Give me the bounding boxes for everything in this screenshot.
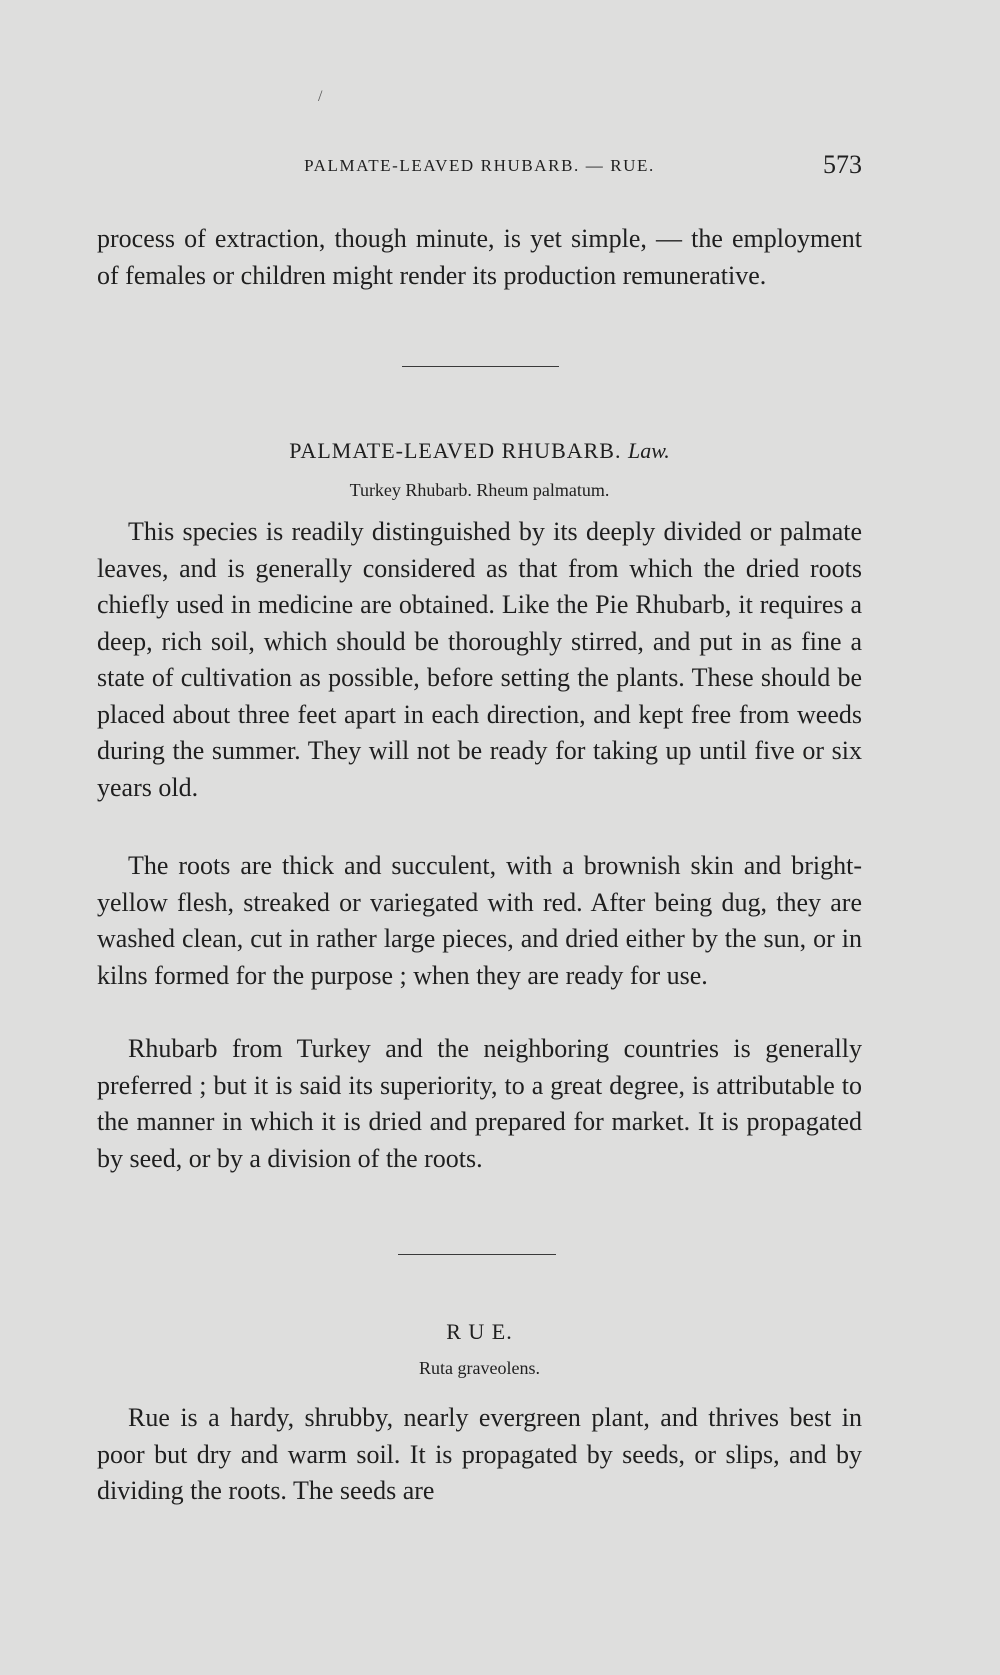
rue-paragraph-1: Rue is a hardy, shrubby, nearly evergreen plant, and thrives best in poor but dry and warm soil. It is propagated by seeds, or slips, and by dividing the roots. The seeds are: [97, 1403, 862, 1505]
running-title: PALMATE-LEAVED RHUBARB. — RUE.: [304, 156, 655, 175]
page-number: 573: [823, 150, 862, 179]
rhubarb-paragraph-3: Rhubarb from Turkey and the neighboring countries is generally preferred ; but it is said its superiority, to a great degree, is attributable to the manner in which it is dried and prepared for market. It is propagated by seed, or by a division of the roots.: [97, 1034, 862, 1173]
section-heading-rhubarb-title: PALMATE-LEAVED RHUBARB.: [289, 438, 622, 463]
rhubarb-paragraph-1: This species is readily distinguished by its deeply divided or palmate leaves, and is generally considered as that from which the dried roots chiefly used in medicine are obtained. Like the Pie Rhubarb, it requires a deep, rich soil, which should be thoroughly stirred, and put in as fine a state of cultivation as possible, before setting the plants. These should be placed about three feet apart in each direction, and kept free from weeds during the summer. They will not be ready for taking up until five or six years old.: [97, 517, 862, 802]
rhubarb-paragraph-2: The roots are thick and succulent, with a brownish skin and bright-yellow flesh, streaked or variegated with red. After being dug, they are washed clean, cut in rather large pieces, and dried either by the sun, or in kilns formed for the purpose ; when they are ready for use.: [97, 851, 862, 990]
section-divider: [398, 1254, 556, 1255]
section-heading-rhubarb: [97, 438, 862, 464]
section-divider: [402, 366, 559, 367]
continued-paragraph: process of extraction, though minute, is yet simple, — the employment of females or children might render its production remunerative.: [97, 224, 862, 290]
section-heading-rue: R U E.: [446, 1319, 513, 1344]
stray-ink-mark: /: [318, 88, 323, 105]
section-subheading-rhubarb: Turkey Rhubarb. Rheum palmatum.: [349, 480, 610, 500]
book-page: [97, 0, 862, 1675]
section-heading-rhubarb-authority: Law.: [627, 438, 670, 463]
section-subheading-rue: Ruta graveolens.: [419, 1358, 540, 1378]
running-head: [97, 150, 862, 182]
